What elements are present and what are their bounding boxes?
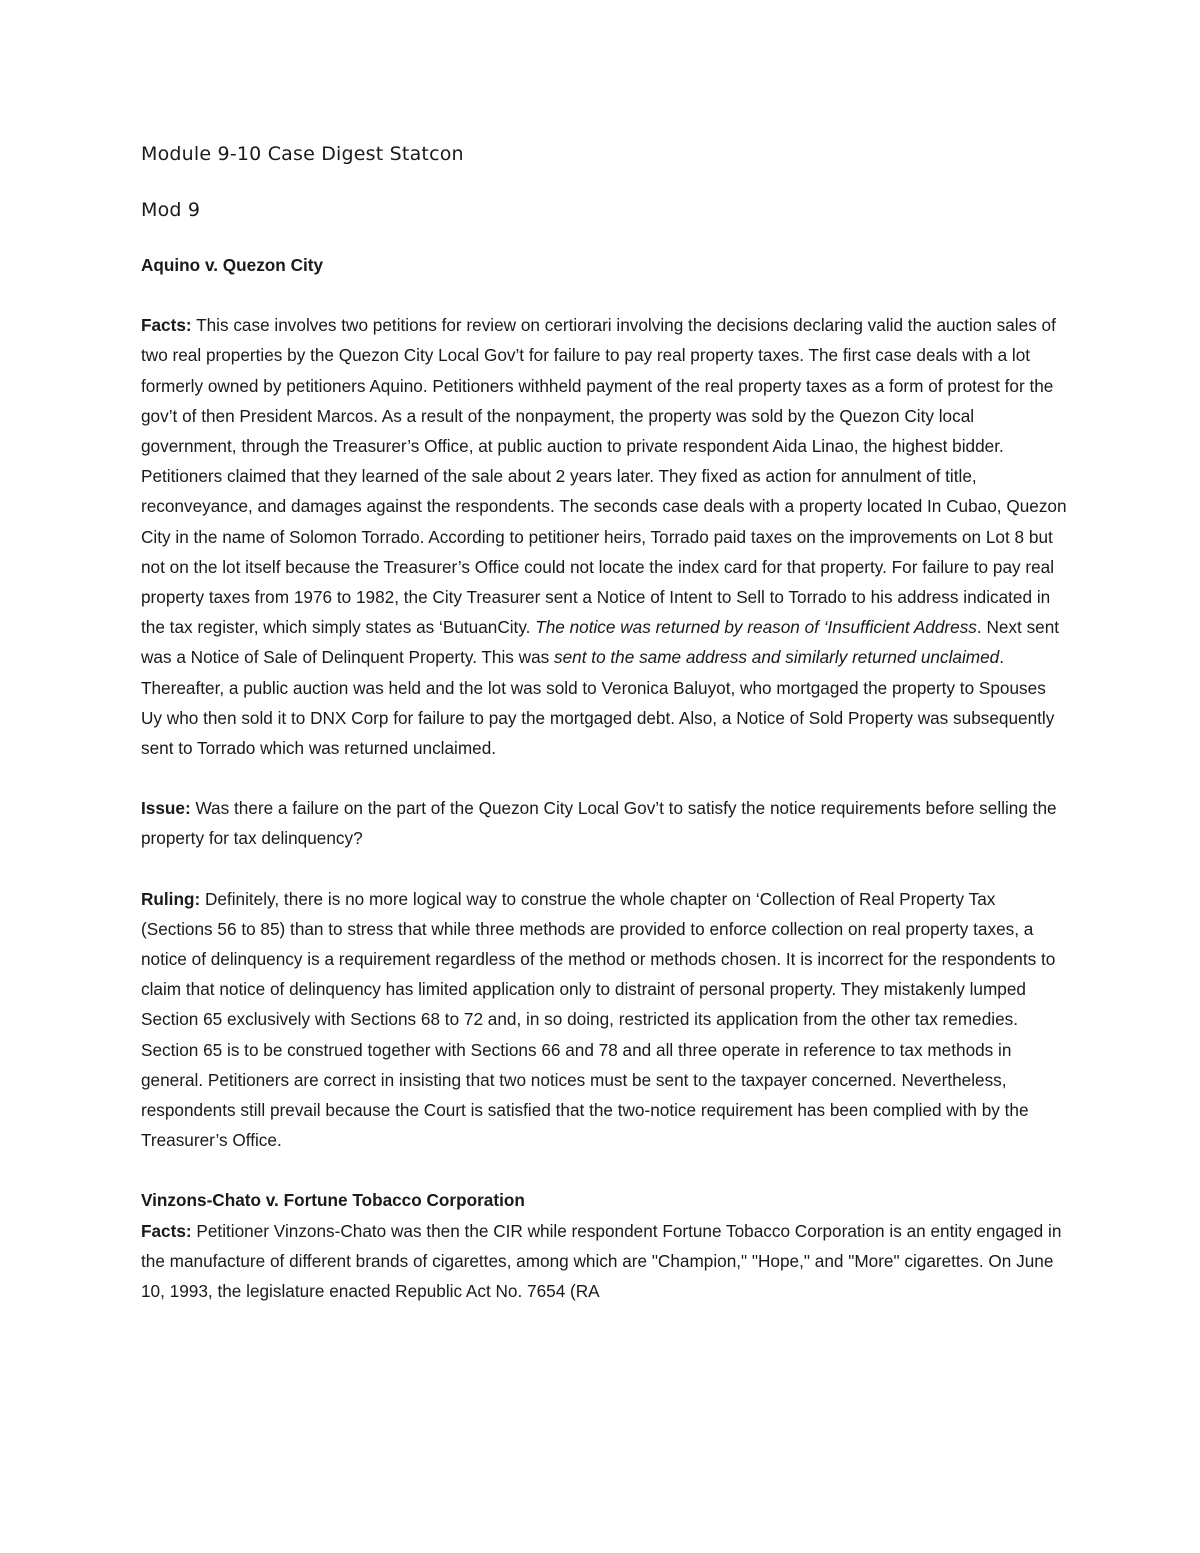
facts-text: . Thereafter, a public auction was held and the lot was sold to Veronica Baluyot, who mortgaged the property to Spouses Uy who then sold it to DNX Corp for failure to pay the mortgaged debt. Also, a Notice of Sold Property was subsequently sent to Torrado which was returned unclaimed. — [141, 647, 1055, 759]
issue-paragraph — [141, 793, 1071, 853]
issue-label: Issue: — [141, 798, 191, 819]
facts-italic-text: sent to the same address and similarly returned unclaimed — [554, 647, 1000, 668]
ruling-paragraph — [141, 884, 1071, 1156]
facts-label: Facts: — [141, 1220, 192, 1241]
facts-text: . Next sent was a Notice of Sale of Delinquent Property. This was — [141, 617, 1060, 668]
case-title-vinzons: Vinzons-Chato v. Fortune Tobacco Corporation — [141, 1190, 525, 1211]
document-page — [141, 138, 1071, 1306]
issue-text: Was there a failure on the part of the Quezon City Local Gov’t to satisfy the notice requirements before selling the property for tax delinquency? — [141, 798, 1057, 849]
facts-text: This case involves two petitions for review on certiorari involving the decisions declaring valid the auction sales of two real properties by the Quezon City Local Gov’t for failure to pay real property taxes. The first case deals with a lot formerly owned by petitioners Aquino. Petitioners withheld payment of the real property taxes as a form of protest for the gov’t of then President Marcos. As a result of the nonpayment, the property was sold by the Quezon City local government, through the Treasurer’s Office, at public auction to private respondent Aida Linao, the highest bidder. Petitioners claimed that they learned of the sale about 2 years later. They fixed as action for annulment of title, reconveyance, and damages against the respondents. The seconds case deals with a property located In Cubao, Quezon City in the name of Solomon Torrado. According to petitioner heirs, Torrado paid taxes on the improvements on Lot 8 but not on the lot itself because the Treasurer’s Office could not locate the index card for that property. For failure to pay real property taxes from 1976 to 1982, the City Treasurer sent a Notice of Intent to Sell to Torrado to his address indicated in the tax register, which simply states as ‘ButuanCity. — [141, 315, 1067, 638]
facts-label: Facts: — [141, 315, 192, 336]
ruling-label: Ruling: — [141, 888, 201, 909]
document-title: Module 9-10 Case Digest Statcon — [141, 143, 464, 165]
facts-paragraph — [141, 310, 1071, 763]
module-heading: Mod 9 — [141, 199, 201, 221]
facts-italic-text: The notice was returned by reason of ‘Insufficient Address — [535, 617, 977, 638]
case-title-aquino: Aquino v. Quezon City — [141, 255, 324, 275]
facts-paragraph-case2 — [141, 1216, 1071, 1307]
facts-text: Petitioner Vinzons-Chato was then the CIR while respondent Fortune Tobacco Corporation is an entity engaged in the manufacture of different brands of cigarettes, among which are "Champion," "Hope," and "More" cigarettes. On June 10, 1993, the legislature enacted Republic Act No. 7654 (RA — [141, 1220, 1062, 1302]
ruling-text: Definitely, there is no more logical way to construe the whole chapter on ‘Collection of Real Property Tax (Sections 56 to 85) than to stress that while three methods are provided to enforce collection on real property taxes, a notice of delinquency is a requirement regardless of the method or methods chosen. It is incorrect for the respondents to claim that notice of delinquency has limited application only to distraint of personal property. They mistakenly lumped Section 65 exclusively with Sections 68 to 72 and, in so doing, restricted its application from the other tax remedies. Section 65 is to be construed together with Sections 66 and 78 and all three operate in reference to tax methods in general. Petitioners are correct in insisting that two notices must be sent to the taxpayer concerned. Nevertheless, respondents still prevail because the Court is satisfied that the two-notice requirement has been complied with by the Treasurer’s Office. — [141, 888, 1056, 1151]
